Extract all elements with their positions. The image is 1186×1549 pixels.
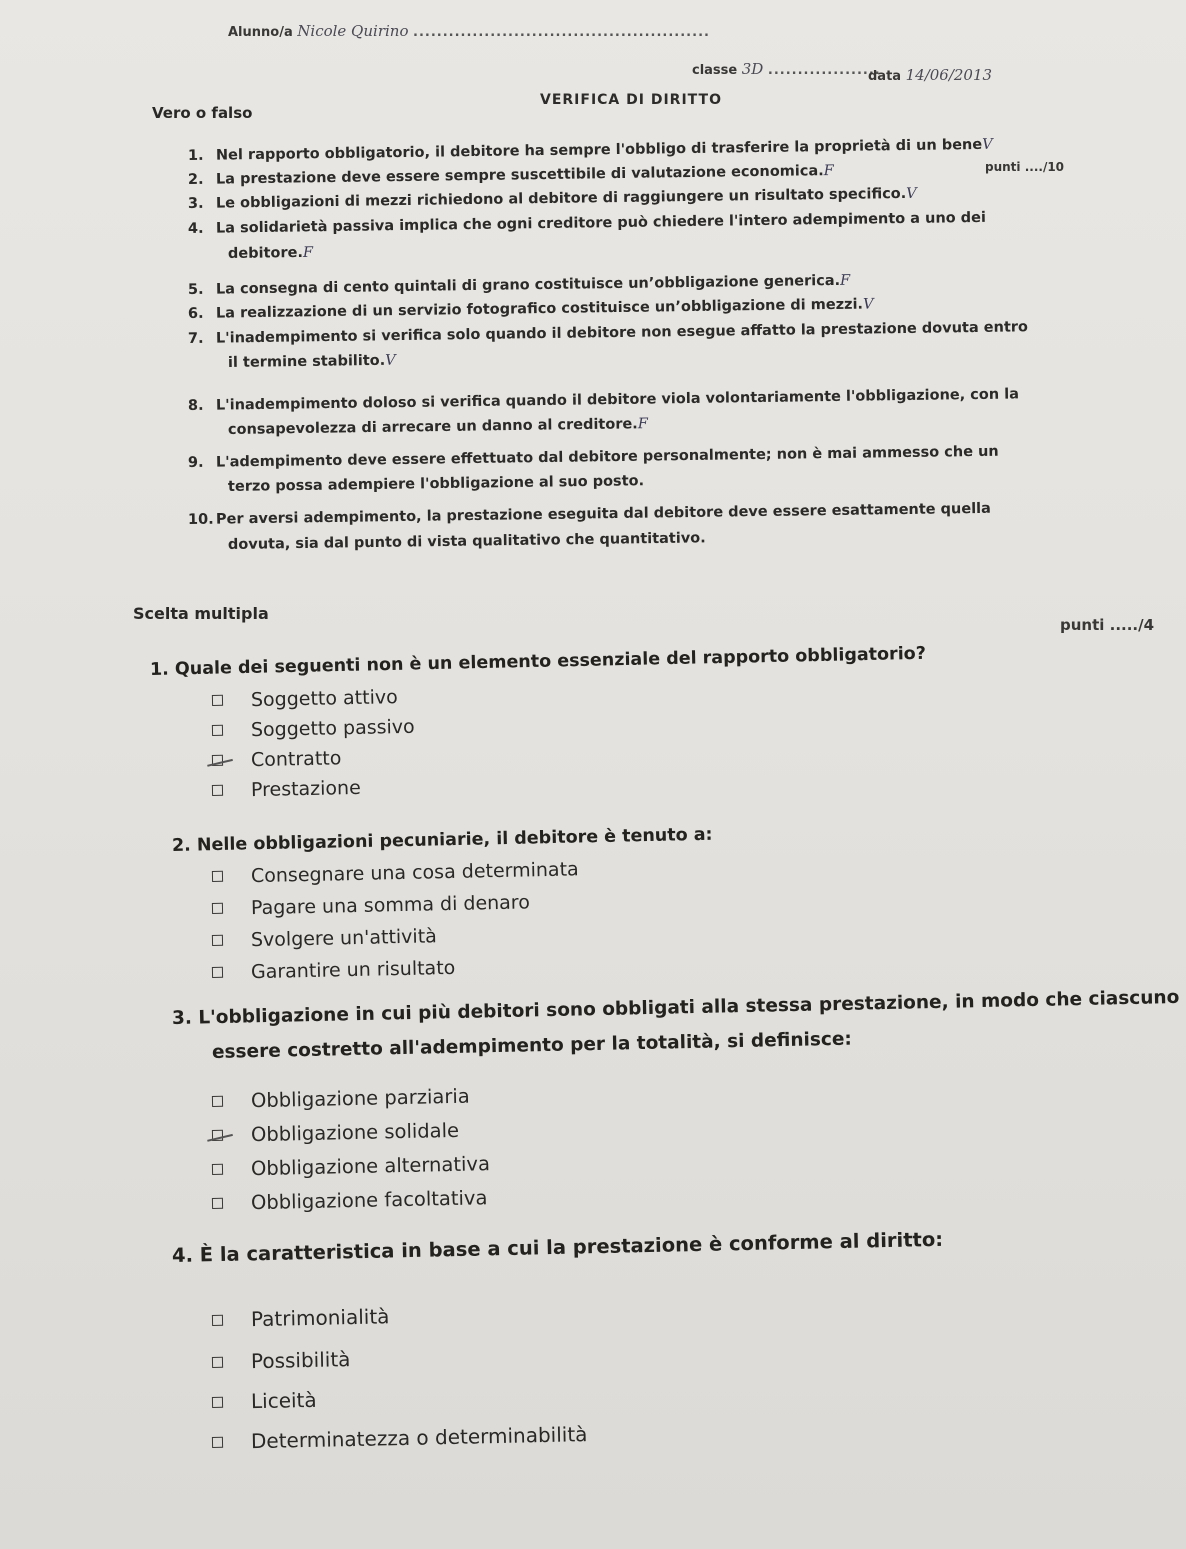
- checkbox[interactable]: [212, 1437, 223, 1448]
- checkbox[interactable]: [212, 935, 223, 946]
- tf-item-number: 10.: [187, 511, 214, 528]
- tf-item-number: 2.: [187, 171, 204, 188]
- tf-item-text: La solidarietà passiva implica che ogni creditore può chiedere l'intero adempimento a uno dei: [215, 209, 987, 237]
- tf-item: [188, 501, 991, 528]
- mc-option-label: Pagare una somma di denaro: [250, 891, 531, 920]
- student-line: Alunno/a Nicole Quirino ..................................................: [228, 22, 710, 40]
- tf-item-number: 7.: [187, 330, 204, 347]
- tf-item-text: L'inadempimento doloso si verifica quando il debitore viola volontariamente l'obbligazione, con la: [215, 386, 1020, 414]
- tf-item: [188, 444, 999, 471]
- mc-option[interactable]: [212, 858, 579, 888]
- checkbox[interactable]: [212, 695, 223, 706]
- mc-option[interactable]: [212, 1304, 390, 1332]
- tf-answer-mark: V: [982, 136, 993, 153]
- tf-item: [188, 386, 1019, 414]
- tf-item-text: La prestazione deve essere sempre suscettibile di valutazione economica.: [215, 163, 824, 188]
- tf-answer-mark: V: [906, 185, 917, 202]
- date-label: data: [868, 69, 902, 84]
- tf-item: [188, 210, 986, 237]
- mc-option[interactable]: [212, 957, 456, 984]
- tf-item-text: Nel rapporto obbligatorio, il debitore ha sempre l'obbligo di trasferire la proprietà di un bene: [215, 136, 983, 164]
- mc-option-label: Soggetto attivo: [250, 686, 398, 712]
- tf-answer-mark: F: [637, 416, 648, 433]
- checkbox-checked[interactable]: [212, 1130, 223, 1141]
- mc-option-label: Obbligazione facoltativa: [250, 1186, 488, 1215]
- mc-question-number: 3.: [171, 1007, 199, 1029]
- mc-option[interactable]: [212, 1152, 490, 1181]
- mc-option-label: Obbligazione solidale: [250, 1118, 460, 1147]
- tf-item-text-cont: consapevolezza di arrecare un danno al creditore.: [227, 416, 638, 438]
- checkbox[interactable]: [212, 725, 223, 736]
- mc-question: [172, 1228, 944, 1267]
- mc-option-label: Prestazione: [250, 776, 362, 802]
- tf-item-number: 5.: [187, 281, 204, 298]
- checkbox[interactable]: [212, 785, 223, 796]
- mc-question-number: 4.: [171, 1243, 201, 1267]
- mc-option[interactable]: [212, 925, 437, 952]
- mc-option[interactable]: [212, 777, 361, 802]
- mc-option[interactable]: [212, 747, 342, 772]
- tf-item-continuation: [228, 530, 706, 553]
- tf-item: [188, 186, 917, 212]
- mc-option[interactable]: [212, 1347, 351, 1374]
- tf-item-text: Per aversi adempimento, la prestazione eseguita dal debitore deve essere esattamente quella: [215, 500, 991, 528]
- checkbox[interactable]: [212, 871, 223, 882]
- mc-option[interactable]: [212, 716, 415, 742]
- mc-question-text: È la caratteristica in base a cui la prestazione è conforme al diritto:: [199, 1227, 944, 1267]
- mc-option-label: Patrimonialità: [250, 1304, 390, 1332]
- tf-item-text-cont: il termine stabilito.: [227, 352, 386, 371]
- mc-question: [150, 644, 926, 680]
- mc-question-number: 1.: [149, 659, 176, 680]
- checkbox[interactable]: [212, 1357, 223, 1368]
- tf-item-continuation: [228, 473, 644, 495]
- mc-question-number: 2.: [171, 835, 198, 856]
- checkbox[interactable]: [212, 1315, 223, 1326]
- tf-item-text: L'inadempimento si verifica solo quando il debitore non esegue affatto la prestazione dovuta entro: [215, 319, 1029, 347]
- class-line: classe 3D ...................: [692, 60, 881, 78]
- class-label: classe: [692, 63, 738, 78]
- date-value: 14/06/2013: [905, 66, 993, 84]
- tf-item-number: 8.: [187, 397, 204, 414]
- mc-score: punti ...../4: [1060, 616, 1155, 634]
- mc-question-text: Nelle obbligazioni pecuniarie, il debitore è tenuto a:: [196, 824, 713, 856]
- tf-answer-mark: F: [302, 244, 314, 261]
- tf-item-text-cont: terzo possa adempiere l'obbligazione al suo posto.: [227, 473, 645, 495]
- checkbox[interactable]: [212, 903, 223, 914]
- checkbox[interactable]: [212, 1397, 223, 1408]
- mc-option[interactable]: [212, 1186, 488, 1215]
- tf-item-number: 9.: [187, 454, 204, 471]
- checkbox-checked[interactable]: [212, 755, 223, 766]
- student-label: Alunno/a: [228, 25, 293, 40]
- mc-option-label: Liceità: [250, 1387, 317, 1414]
- mc-option-label: Svolgere un'attività: [250, 925, 438, 952]
- tf-item: [188, 273, 850, 298]
- tf-item-number: 4.: [187, 220, 204, 237]
- mc-question: [172, 825, 713, 856]
- mc-option-label: Contratto: [250, 747, 342, 772]
- tf-answer-mark: F: [839, 272, 851, 289]
- mc-option[interactable]: [212, 1388, 317, 1414]
- mc-option-label: Soggetto passivo: [250, 715, 415, 742]
- tf-item: [188, 163, 834, 188]
- mc-question: [172, 987, 1180, 1029]
- tf-score: punti ..../10: [985, 160, 1065, 174]
- tf-item-text-cont: dovuta, sia dal punto di vista qualitativo che quantitativo.: [227, 530, 706, 553]
- mc-option-label: Obbligazione parziaria: [250, 1084, 470, 1113]
- tf-item-continuation: [228, 416, 648, 438]
- tf-item-number: 3.: [187, 195, 204, 212]
- mc-option-label: Obbligazione alternativa: [250, 1152, 491, 1181]
- tf-item: [188, 296, 874, 322]
- checkbox[interactable]: [212, 1198, 223, 1209]
- mc-question-text: Quale dei seguenti non è un elemento essenziale del rapporto obbligatorio?: [174, 643, 927, 680]
- tf-item-text: La realizzazione di un servizio fotografico costituisce un’obbligazione di mezzi.: [215, 296, 864, 322]
- mc-option-label: Determinatezza o determinabilità: [250, 1422, 588, 1454]
- checkbox[interactable]: [212, 1164, 223, 1175]
- tf-item-text-cont: debitore.: [227, 244, 304, 262]
- tf-answer-mark: V: [862, 296, 874, 313]
- mc-option-label: Garantire un risultato: [250, 956, 456, 984]
- class-value: 3D: [741, 60, 764, 78]
- tf-heading: Vero o falso: [152, 104, 253, 122]
- tf-item-text: La consegna di cento quintali di grano costituisce un’obbligazione generica.: [215, 272, 841, 298]
- mc-heading: Scelta multipla: [133, 604, 269, 623]
- mc-option[interactable]: [212, 891, 530, 920]
- tf-item-continuation: [228, 245, 313, 262]
- mc-option[interactable]: [212, 1119, 460, 1147]
- mc-question-text: L'obbligazione in cui più debitori sono obbligati alla stessa prestazione, in modo che ciascuno: [198, 986, 1180, 1029]
- mc-question-text-cont: essere costretto all'adempimento per la totalità, si definisce:: [211, 1028, 853, 1063]
- tf-item-number: 6.: [187, 305, 204, 322]
- page-title: VERIFICA DI DIRITTO: [540, 92, 722, 108]
- checkbox[interactable]: [212, 1096, 223, 1107]
- student-name: Nicole Quirino: [297, 22, 409, 40]
- mc-option[interactable]: [212, 1085, 470, 1113]
- tf-item: [188, 319, 1028, 347]
- tf-item-continuation: [228, 353, 396, 371]
- mc-option[interactable]: [212, 1422, 588, 1454]
- tf-item: [188, 137, 993, 164]
- tf-item-text: Le obbligazioni di mezzi richiedono al debitore di raggiungere un risultato specifico.: [215, 185, 907, 212]
- tf-answer-mark: F: [823, 162, 834, 180]
- mc-option-label: Possibilità: [250, 1347, 351, 1374]
- date-line: [868, 66, 992, 84]
- tf-item-number: 1.: [187, 147, 204, 164]
- tf-item-text: L'adempimento deve essere effettuato dal debitore personalmente; non è mai ammesso che un: [215, 443, 999, 471]
- mc-option[interactable]: [212, 686, 398, 712]
- checkbox[interactable]: [212, 967, 223, 978]
- mc-option-label: Consegnare una cosa determinata: [250, 858, 579, 888]
- tf-answer-mark: V: [385, 352, 396, 369]
